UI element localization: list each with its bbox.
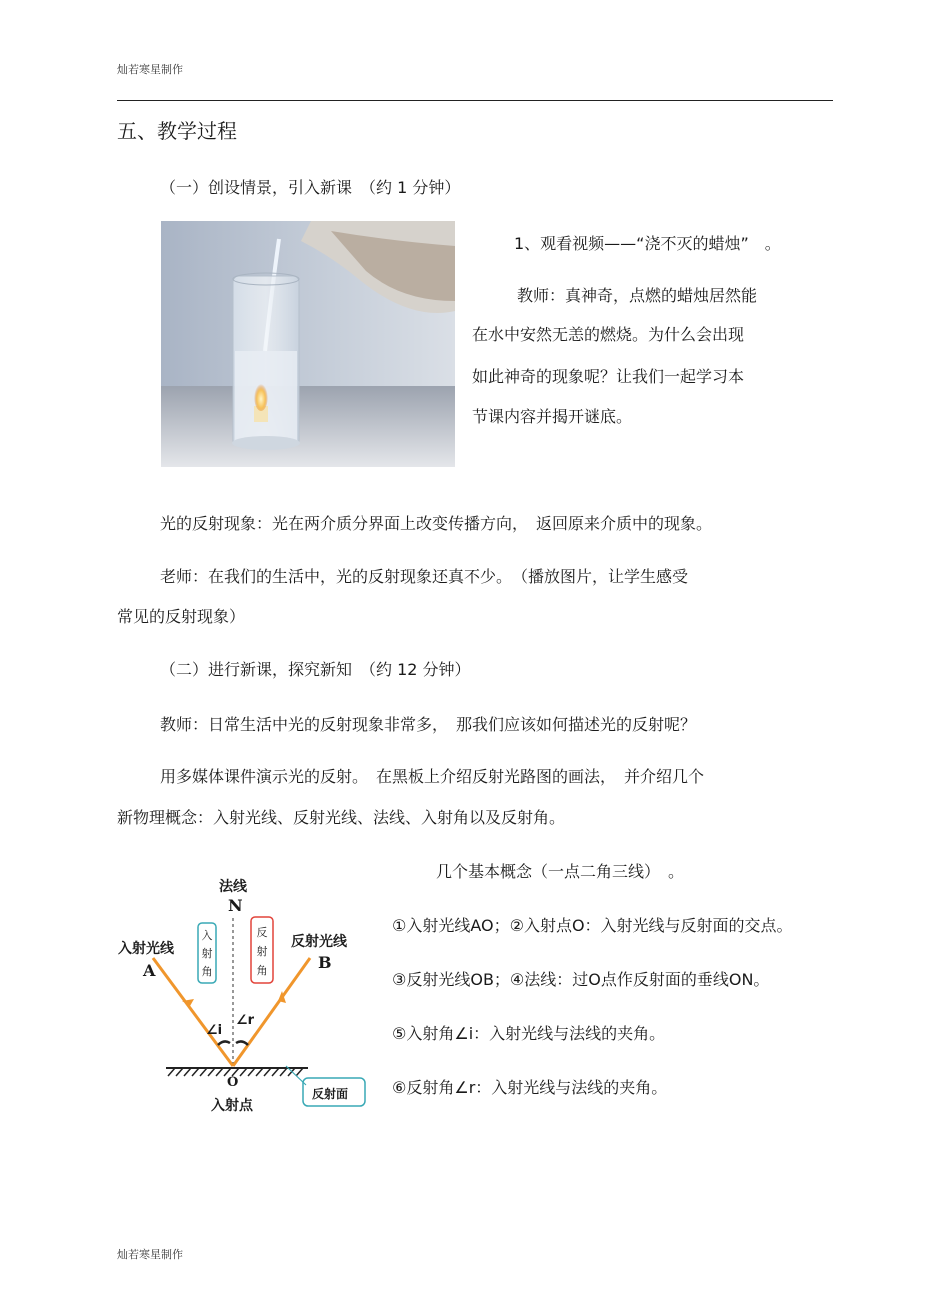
teacher2-line-2: 常见的反射现象）: [117, 607, 246, 626]
incident-ray-label: 入射光线: [118, 941, 174, 957]
concept-item-4: ⑥反射角∠r：入射光线与法线的夹角。: [392, 1078, 668, 1097]
surface-label: 反射面: [312, 1087, 349, 1101]
reflection-diagram: [118, 863, 376, 1128]
teacher-line-1: 教师：真神奇，点燃的蜡烛居然能: [517, 286, 758, 305]
concept-item-1: ①入射光线AO；②入射点O：入射光线与反射面的交点。: [392, 916, 793, 935]
concepts-title: 几个基本概念（一点二角三线） 。: [436, 862, 685, 881]
label-B: B: [318, 953, 332, 972]
teacher-line-4: 节课内容并揭开谜底。: [472, 407, 633, 426]
header-rule: [117, 100, 833, 101]
incident-angle-char: 角: [201, 965, 213, 978]
reflect-angle-box: [256, 923, 268, 980]
reflect-angle-char: 射: [256, 945, 268, 958]
label-O: O: [227, 1075, 239, 1090]
teacher2-line-1: 老师：在我们的生活中，光的反射现象还真不少。 （播放图片，让学生感受: [160, 567, 689, 586]
reflect-angle-char: 角: [256, 964, 268, 977]
reflected-ray-label: 反射光线: [291, 934, 347, 950]
section-title: 五、教学过程: [117, 119, 237, 143]
incident-point-label: 入射点: [211, 1098, 253, 1114]
angle-r-label: ∠r: [236, 1013, 255, 1028]
reflection-definition: 光的反射现象：光在两介质分界面上改变传播方向， 返回原来介质中的现象。: [160, 514, 713, 533]
candle-video-image: [161, 221, 455, 467]
teacher-line-3: 如此神奇的现象呢？让我们一起学习本: [472, 367, 745, 386]
footer-maker: 灿若寒星制作: [117, 1248, 183, 1261]
header-maker: 灿若寒星制作: [117, 63, 183, 76]
incident-angle-char: 射: [201, 947, 213, 960]
part2-demo-1: 用多媒体课件演示光的反射。 在黑板上介绍反射光路图的画法， 并介绍几个: [160, 767, 705, 786]
angle-i-label: ∠i: [206, 1023, 223, 1038]
concept-item-3: ⑤入射角∠i：入射光线与法线的夹角。: [392, 1024, 666, 1043]
incident-angle-char: 入: [201, 929, 213, 942]
reflect-angle-char: 反: [256, 926, 268, 939]
part2-heading: （二）进行新课，探究新知 （约 12 分钟）: [160, 660, 471, 679]
normal-label: 法线: [219, 879, 247, 895]
video-title: 1、观看视频——“浇不灭的蜡烛” 。: [514, 234, 781, 253]
part2-question: 教师：日常生活中光的反射现象非常多， 那我们应该如何描述光的反射呢？: [160, 715, 697, 734]
teacher-line-2: 在水中安然无恙的燃烧。为什么会出现: [472, 325, 745, 344]
concept-item-2: ③反射光线OB；④法线：过O点作反射面的垂线ON。: [392, 970, 770, 989]
part2-demo-2: 新物理概念：入射光线、反射光线、法线、入射角以及反射角。: [117, 808, 566, 827]
label-A: A: [143, 961, 156, 980]
part1-heading: （一）创设情景，引入新课 （约 1 分钟）: [160, 178, 461, 197]
incident-angle-box: [201, 927, 213, 981]
label-N: N: [228, 896, 243, 915]
